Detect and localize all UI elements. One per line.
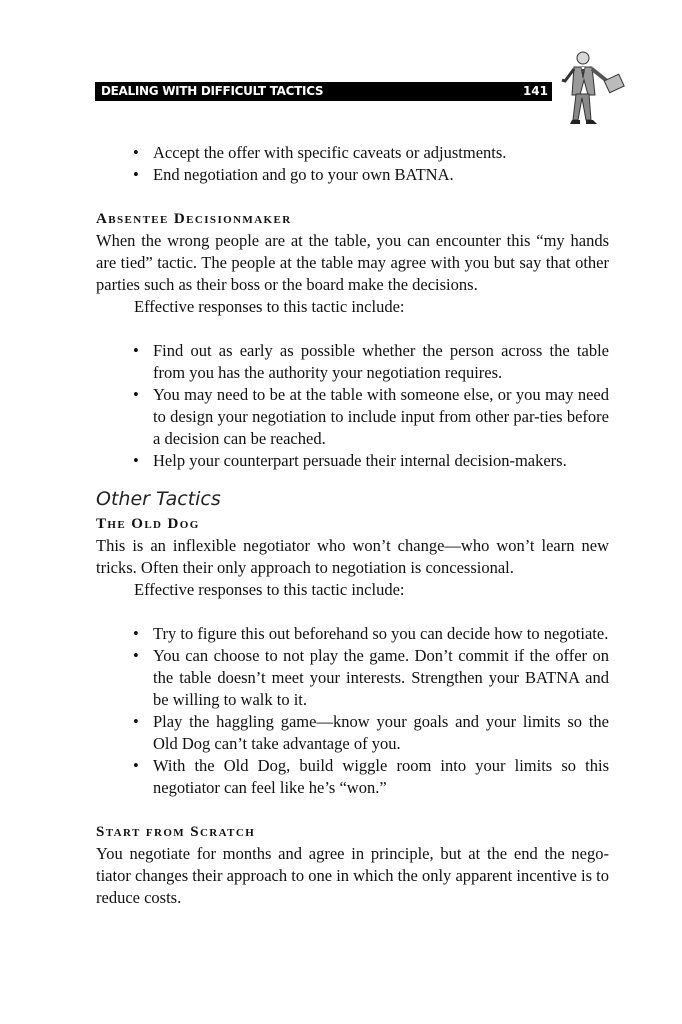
old-dog-heading: The Old Dog (96, 516, 200, 532)
scratch-heading: Start from Scratch (96, 824, 256, 840)
page-body (96, 142, 609, 909)
absentee-bullet-list (96, 340, 609, 472)
list-item: • With the Old Dog, build wiggle room into your limits so this negotiator can feel like he’s “won.” (96, 755, 609, 799)
old-dog-responses-intro: Effective responses to this tactic include: (134, 580, 405, 599)
absentee-responses-intro: Effective responses to this tactic include: (134, 297, 405, 316)
page-number: 141 (522, 84, 548, 98)
running-header (95, 82, 552, 101)
list-item: • End negotiation and go to your own BATNA. (96, 164, 609, 186)
chapter-title: DEALING WITH DIFFICULT TACTICS (101, 84, 324, 98)
list-item: • Try to figure this out beforehand so you can decide how to negotiate. (96, 623, 609, 645)
list-item: • Accept the offer with specific caveats or adjustments. (96, 142, 609, 164)
old-dog-bullet-list (96, 623, 609, 799)
section-title-other-tactics: Other Tactics (96, 488, 221, 510)
absentee-paragraph: When the wrong people are at the table, you can encounter this “my hands are tied” tactic. The people at the table may agree with you but say that other parties such as their boss or the board make the decisions. (96, 231, 609, 294)
businessman-with-briefcase-icon (560, 50, 640, 134)
intro-bullet-list (96, 142, 609, 186)
scratch-paragraph: You negotiate for months and agree in principle, but at the end the nego-tiator changes their approach to one in which the only apparent incentive is to reduce costs. (96, 844, 609, 907)
list-item: • Find out as early as possible whether the person across the table from you has the authority your negotiation requires. (96, 340, 609, 384)
list-item: • You can choose to not play the game. Don’t commit if the offer on the table doesn’t meet your interests. Strengthen your BATNA and be willing to walk to it. (96, 645, 609, 711)
list-item: • Help your counterpart persuade their internal decision-makers. (96, 450, 609, 472)
list-item: • Play the haggling game—know your goals and your limits so the Old Dog can’t take advantage of you. (96, 711, 609, 755)
list-item: • You may need to be at the table with someone else, or you may need to design your negotiation to include input from other par-ties before a decision can be reached. (96, 384, 609, 450)
old-dog-paragraph: This is an inflexible negotiator who won’t change—who won’t learn new tricks. Often their only approach to negotiation is concessional. (96, 536, 609, 577)
absentee-heading: Absentee Decisionmaker (96, 211, 292, 227)
